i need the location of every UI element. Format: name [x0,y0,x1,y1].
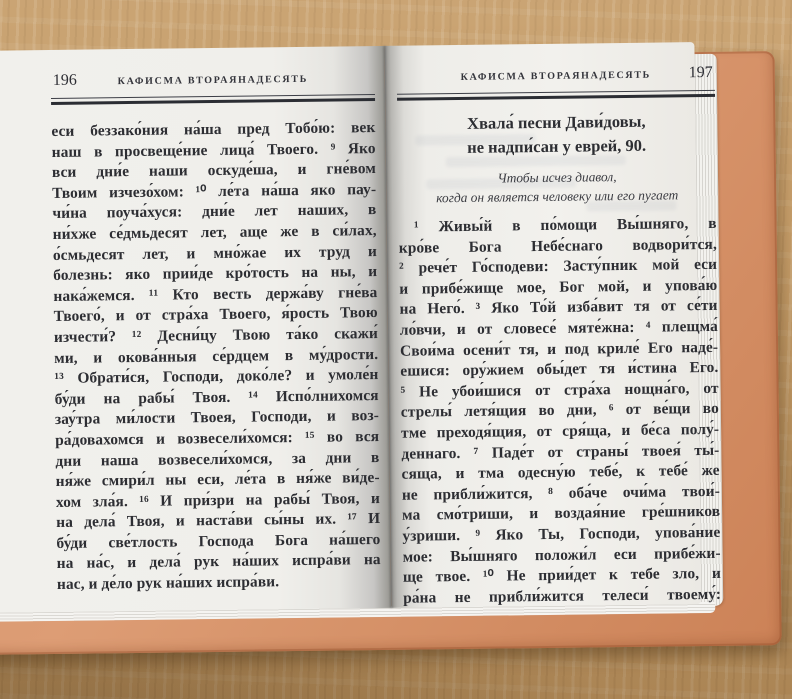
left-page [0,46,391,613]
psalm-text-line: ра́на не прибли́жится телеси́ твоему́: [403,585,722,607]
psalm-text-line: чи́на поуча́хуся: дни́е лет наших, в [52,201,377,223]
header-double-rule [51,94,375,105]
psalm-text-line: мое: Вы́шняго положи́л еси прибе́жи- [402,544,721,566]
psalm-text-line: бу́ди на рабы́ Твоя. ¹⁴ Испо́лнихомся [54,386,379,408]
psalm-text-line: ¹ Живы́й в по́мощи Вы́шняго, в [398,214,717,236]
psalm-title-line: Хвала́ песни Дави́довы, [466,111,646,133]
right-page-body [398,214,721,609]
psalm-text-line: Свои́ма осени́т тя, и под криле́ Его наде́- [400,338,719,360]
right-page-header [397,64,715,90]
psalm-text-line: о́смьдесят лет, и мно́жае их труд и [52,242,378,264]
psalm-text-line: бу́ди све́тлость Господа Бога на́шего [56,530,381,552]
psalm-text-line: изчести́? ¹² Десни́цу Твою та́ко скажи́ [53,324,379,346]
right-page-number: 197 [688,63,713,82]
header-double-rule [397,90,715,101]
psalm-text-line: вси дни́е наши оскуде́ша, и гне́вом [51,160,376,182]
open-book [0,29,792,653]
psalm-text-line: ми, и окова́нныя се́рдцем в му́дрости. [54,345,379,367]
psalm-text-line: ⁵ Не убои́шися от стра́ха нощна́го, от [400,379,719,401]
psalm-text-line: ² рече́т Го́сподеви: Засту́пник мой еси [399,256,718,277]
psalm-text-line: деннаго. ⁷ Паде́т от страны́ твоея́ ты́- [401,441,720,463]
left-running-title: КАФИСМА ВТОРАЯНАДЕСЯТЬ [117,73,309,88]
psalm-text-line: болезнь: яко прии́де кро́тость на ны, и [53,263,378,285]
left-page-column [50,46,381,596]
psalm-text-line: нака́жемся. ¹¹ Кто весть держа́ву гне́ва [53,283,378,305]
psalm-text-line: и прибе́жище мое, Бог мой, и упова́ю [399,276,718,298]
psalm-text-line: ма смо́триши, и воздая́ние гре́шников [402,503,721,525]
psalm-text-line: ¹³ Обрати́ся, Господи, доко́ле? и умоле́н [54,366,379,388]
left-page-body [51,118,381,596]
psalm-text-line: ло́вчи, и от словесе́ мяте́жна: ⁴ плещма́ [399,317,718,339]
left-page-number: 196 [52,71,77,89]
psalm-text-line: дни наша возвесели́хомся, за дни в [55,448,380,470]
psalm-text-line: на дела́ Твоя, и наста́ви сы́ны их. ¹⁷ И [56,510,381,532]
psalm-text-line: ешися: ору́жием обы́дет тя и́стина Его. [400,359,719,380]
psalm-text-line: тме преходя́щия, от сря́ща, и бе́са полу́- [401,420,720,442]
psalm-text-line: сяща, и тма одесну́ю тебе́, к тебе́ же [401,461,720,483]
right-page [384,42,722,608]
psalm-title [397,109,716,161]
psalm-text-line: Твоим изчезо́хом: ¹⁰ ле́та на́ша яко пау- [52,180,377,202]
right-running-title: КАФИСМА ВТОРАЯНАДЕСЯТЬ [460,69,652,83]
psalm-title-line: не надпи́сан у еврей, 90. [467,135,647,157]
psalm-rubric-line: когда он является человеку или его пугает [436,187,679,206]
psalm-text-line: ще твое. ¹⁰ Не прии́дет к тебе зло, и [402,564,721,586]
left-page-header [51,68,375,94]
page-spread [0,30,742,653]
psalm-text-line: Твоего́, и от стра́ха Твоего, я́рость Твою [53,304,378,326]
psalm-text-line: ня́же смири́л ны еси, ле́та в ня́же ви́де- [55,469,380,491]
psalm-text-line: ра́довахомся и возвесели́хомся: ¹⁵ во вся [55,427,380,449]
psalm-rubric [398,166,716,208]
psalm-text-line: ни́хже се́дмьдесят лет, аще же в си́лах, [52,221,377,243]
psalm-text-line: на Него́. ³ Яко То́й изба́вит тя от се́ти [399,297,718,319]
psalm-rubric-line: Чтобы исчез диавол, [497,169,617,186]
psalm-text-line: на на́с, и дела́ рук на́ших испра́ви на [56,551,381,573]
psalm-text-line: хом зла́я. ¹⁶ И при́зри на рабы́ Твоя, и [55,489,381,511]
psalm-text-line: наш в просвеще́ние лица́ Твоего. ⁹ Яко [51,139,376,161]
psalm-text-line: зау́тра ми́лости Твоея, Господи, и воз- [54,407,380,429]
right-page-column [396,42,721,609]
psalm-text-line: еси беззако́ния на́ша пред Тобо́ю: век [51,119,376,140]
psalm-text-line: нас, и де́ло рук на́ших испра́ви. [56,573,280,594]
psalm-text-line: у́зриши. ⁹ Яко Ты, Господи, упова́ние [402,523,721,545]
psalm-text-line: кро́ве Бога Небе́снаго водвори́тся, [398,235,717,257]
psalm-text-line: не прибли́жится, ⁸ оба́че очи́ма твои́- [401,482,720,504]
psalm-text-line: стрелы́ летя́щия во дни, ⁶ от ве́щи во [400,400,719,422]
